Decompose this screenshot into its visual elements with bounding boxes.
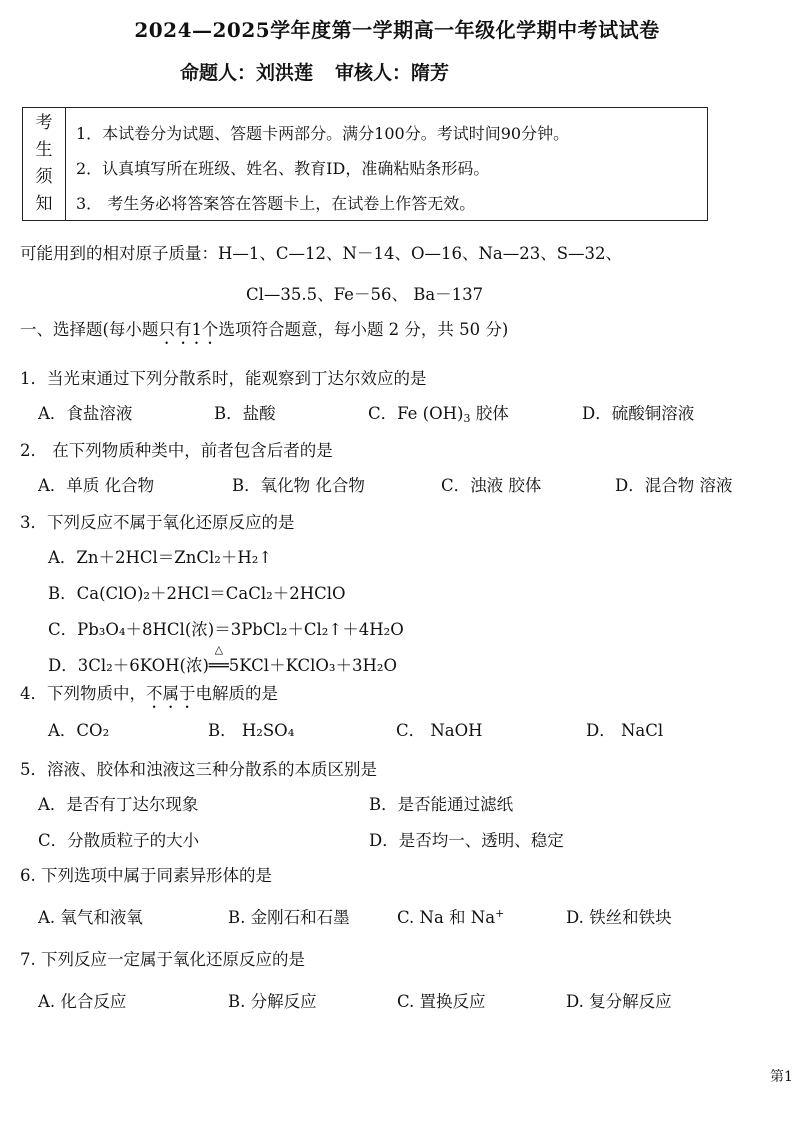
- question-setter: 命题人：刘洪莲: [180, 62, 314, 84]
- question-2-option-b: B．氧化物 化合物: [232, 476, 365, 495]
- question-1-option-c: C．Fe $(OH)_3$ 胶体: [368, 404, 509, 425]
- question-4-option-d: D． NaCl: [586, 721, 664, 740]
- question-1-stem: 1．当光束通过下列分散系时，能观察到丁达尔效应的是: [20, 369, 427, 388]
- heat-arrow: △ ══: [208, 643, 229, 675]
- question-3-option-d: D．3Cl₂＋6KOH(浓) △ ══5KCl＋KClO₃＋3H₂O: [48, 643, 398, 675]
- notice-items: [66, 108, 569, 220]
- question-3-option-a: A．Zn＋2HCl＝ZnCl₂＋H₂↑: [48, 548, 273, 567]
- reviewer: 审核人：隋芳: [335, 62, 450, 84]
- question-5-option-b: B．是否能通过滤纸: [369, 795, 514, 814]
- question-2-option-a: A．单质 化合物: [38, 476, 155, 495]
- question-5-stem: 5．溶液、胶体和浊液这三种分散系的本质区别是: [20, 760, 377, 779]
- question-7-option-b: B. 分解反应: [228, 992, 317, 1011]
- exam-title: 2024—2025学年度第一学期高一年级化学期中考试试卷: [134, 18, 660, 42]
- notice-label: [23, 108, 66, 220]
- notice-label-char: 生: [35, 140, 53, 160]
- question-2-option-d: D．混合物 溶液: [615, 476, 733, 495]
- question-7-option-c: C. 置换反应: [397, 992, 486, 1011]
- question-4-option-c: C． NaOH: [396, 721, 483, 740]
- question-5-option-a: A．是否有丁达尔现象: [38, 795, 199, 814]
- exam-notice-box: [22, 107, 708, 221]
- question-3-option-c: C．Pb₃O₄＋8HCl(浓)＝3PbCl₂＋Cl₂↑＋4H₂O: [48, 620, 404, 639]
- question-5-option-c: C．分散质粒子的大小: [38, 831, 200, 850]
- question-4-stem: 4．下列物质中，不属于电解质的是: [20, 684, 278, 703]
- notice-label-char: 须: [35, 167, 53, 187]
- atomic-masses-line-2: Cl—35.5、Fe－56、 Ba－137: [246, 285, 484, 304]
- notice-item: 1．本试卷分为试题、答题卡两部分。满分100分。考试时间90分钟。: [76, 124, 570, 143]
- question-6-option-c: C. Na 和 Na+: [397, 907, 505, 927]
- page-number: 第1: [770, 1069, 793, 1085]
- question-7-stem: 7. 下列反应一定属于氧化还原反应的是: [20, 950, 305, 969]
- emphasis-text: 只有1个: [158, 320, 219, 339]
- delta-icon: △: [214, 643, 224, 656]
- emphasis-text: 不属于: [146, 684, 196, 703]
- authors-line: [180, 58, 471, 85]
- question-7-option-d: D. 复分解反应: [566, 992, 672, 1011]
- atomic-masses-line-1: 可能用到的相对原子质量：H—1、C—12、N－14、O—16、Na—23、S—32、: [20, 244, 623, 263]
- question-1-option-b: B．盐酸: [214, 404, 276, 423]
- question-1-option-d: D．硫酸铜溶液: [582, 404, 695, 423]
- question-6-stem: 6. 下列选项中属于同素异形体的是: [20, 866, 272, 885]
- question-6-option-d: D. 铁丝和铁块: [566, 908, 672, 927]
- question-5-option-d: D．是否均一、透明、稳定: [369, 831, 564, 850]
- section-heading: 一、选择题(每小题只有1个选项符合题意，每小题 2 分，共 50 分): [20, 320, 509, 339]
- notice-label-char: 考: [35, 113, 53, 133]
- notice-item: 3． 考生务必将答案答在答题卡上，在试卷上作答无效。: [76, 194, 476, 213]
- question-4-option-a: A．CO₂: [48, 721, 110, 740]
- question-3-option-b: B．Ca(ClO)₂＋2HCl＝CaCl₂＋2HClO: [48, 584, 346, 603]
- question-6-option-b: B. 金刚石和石墨: [228, 908, 350, 927]
- question-2-option-c: C．浊液 胶体: [441, 476, 542, 495]
- question-6-option-a: A. 氧气和液氧: [38, 908, 143, 927]
- question-2-stem: 2． 在下列物质种类中，前者包含后者的是: [20, 441, 333, 460]
- question-7-option-a: A. 化合反应: [38, 992, 127, 1011]
- notice-label-char: 知: [35, 194, 53, 214]
- question-1-option-a: A．食盐溶液: [38, 404, 133, 423]
- question-3-stem: 3．下列反应不属于氧化还原反应的是: [20, 513, 295, 532]
- notice-item: 2．认真填写所在班级、姓名、教育ID，准确粘贴条形码。: [76, 159, 490, 178]
- question-4-option-b: B． H₂SO₄: [208, 721, 295, 740]
